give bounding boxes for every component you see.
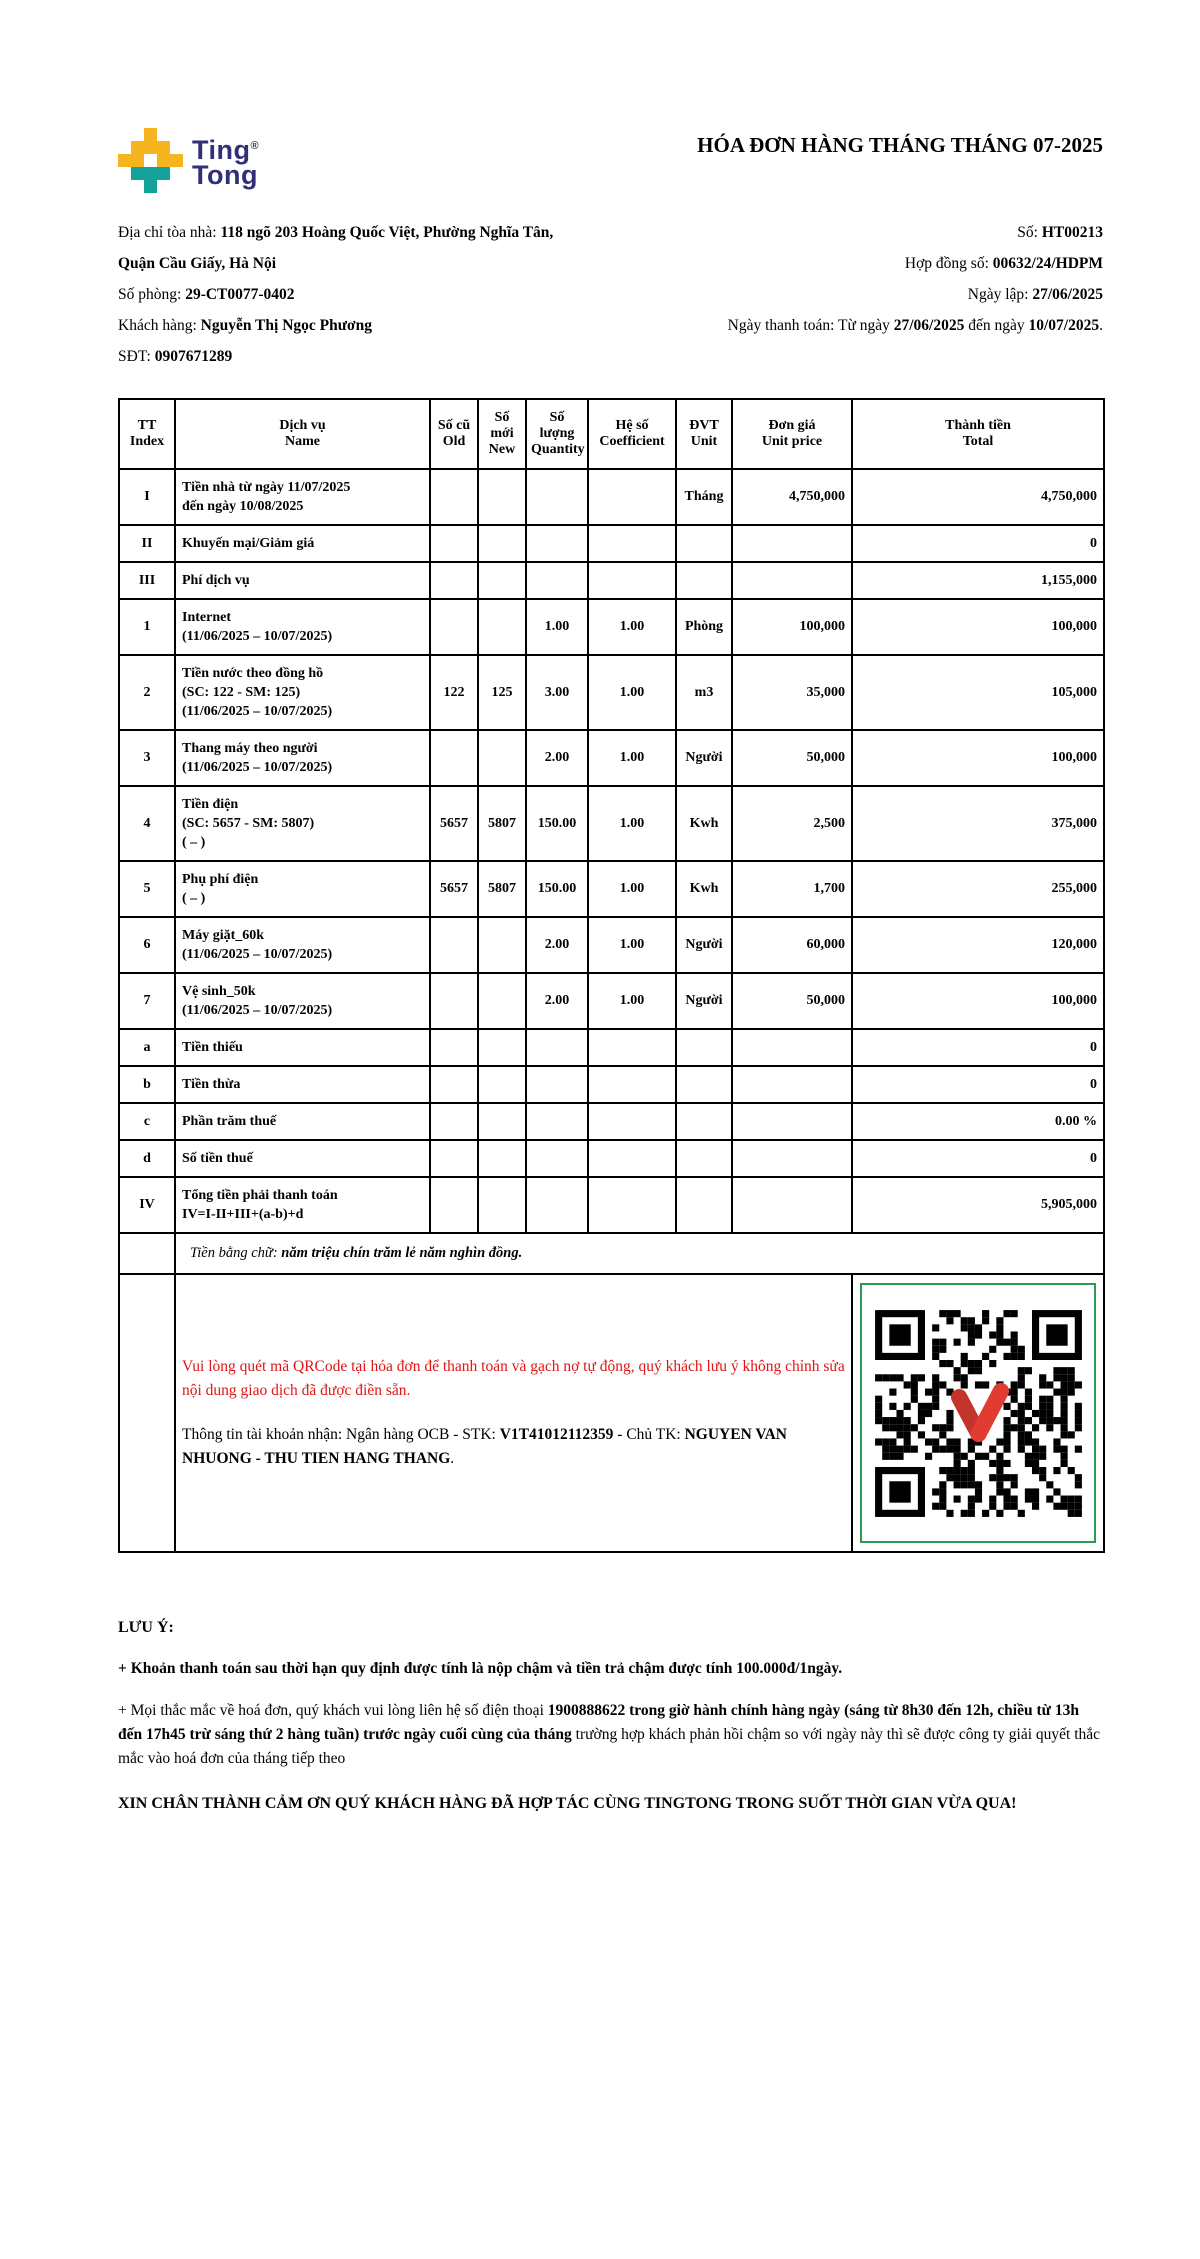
cell-name — [175, 730, 430, 786]
service-name-line: Số tiền thuế — [182, 1151, 253, 1166]
account-holder: NGUYEN VAN NHUONG - THU TIEN HANG THANG — [182, 1426, 787, 1467]
cell-old — [430, 562, 478, 599]
tingtong-logo-icon — [118, 128, 183, 193]
phone-line — [118, 341, 553, 372]
qr-row — [119, 1274, 1104, 1552]
cell-price — [732, 1029, 852, 1066]
contract-label: Hợp đồng số: — [904, 255, 993, 272]
cell-tt: c — [119, 1103, 175, 1140]
cell-tt: III — [119, 562, 175, 599]
cell-price: 50,000 — [732, 730, 852, 786]
cell-old — [430, 525, 478, 562]
cell-unit: Người — [676, 730, 732, 786]
logo-pixel — [131, 167, 144, 180]
cell-name — [175, 655, 430, 730]
service-name-line: IV=I-II+III+(a-b)+d — [182, 1207, 304, 1222]
qr-code — [860, 1283, 1096, 1543]
cell-price: 2,500 — [732, 786, 852, 861]
cell-total: 0 — [852, 525, 1104, 562]
cell-coef — [588, 525, 676, 562]
cell-new — [478, 1066, 526, 1103]
cell-old — [430, 1177, 478, 1233]
service-name-line: (SC: 5657 - SM: 5807) — [182, 816, 315, 831]
cell-new — [478, 599, 526, 655]
cell-tt: I — [119, 469, 175, 525]
table-row — [119, 599, 1104, 655]
column-header-en: Old — [442, 434, 466, 449]
cell-price — [732, 1177, 852, 1233]
service-name-line: Vệ sinh_50k — [182, 984, 256, 999]
invoice-table — [118, 398, 1105, 1553]
cell-qty: 150.00 — [526, 861, 588, 917]
table-row — [119, 1140, 1104, 1177]
tingtong-logo — [118, 128, 259, 193]
logo-pixel-empty — [131, 180, 144, 193]
service-name-line: đến ngày 10/08/2025 — [182, 499, 304, 514]
logo-pixel-empty — [144, 154, 157, 167]
cell-price: 1,700 — [732, 861, 852, 917]
logo-pixel-empty — [118, 167, 131, 180]
contract-value: 00632/24/HDPM — [992, 255, 1103, 272]
invoice-info-right — [728, 217, 1103, 372]
logo-pixel — [118, 154, 131, 167]
column-header-en: New — [488, 442, 516, 457]
logo-pixel-empty — [157, 180, 170, 193]
cell-price — [732, 1140, 852, 1177]
cell-unit: Người — [676, 973, 732, 1029]
address-value2: Quận Cầu Giấy, Hà Nội — [118, 255, 277, 272]
page-title: HÓA ĐƠN HÀNG THÁNG THÁNG 07-2025 — [697, 133, 1103, 157]
cell-qty — [526, 1140, 588, 1177]
cell-old — [430, 1140, 478, 1177]
cell-qty — [526, 562, 588, 599]
cell-price: 50,000 — [732, 973, 852, 1029]
phone-label: SĐT: — [118, 348, 155, 365]
cell-qty — [526, 1103, 588, 1140]
table-row — [119, 469, 1104, 525]
cell-name — [175, 861, 430, 917]
account-end: . — [450, 1450, 455, 1467]
column-header — [430, 399, 478, 469]
invoice-number-line — [728, 217, 1103, 248]
column-header — [732, 399, 852, 469]
column-header — [526, 399, 588, 469]
cell-tt: b — [119, 1066, 175, 1103]
logo-pixel — [144, 167, 157, 180]
cell-tt: IV — [119, 1177, 175, 1233]
logo-pixel-empty — [118, 141, 131, 154]
cell-name — [175, 917, 430, 973]
logo-pixel — [144, 180, 157, 193]
table-row — [119, 562, 1104, 599]
payment-to: 10/07/2025 — [1028, 317, 1100, 334]
payment-mid: đến ngày — [964, 317, 1029, 334]
logo-pixel — [144, 128, 157, 141]
cell-coef — [588, 1103, 676, 1140]
service-name-line: Internet — [182, 610, 231, 625]
service-name-line: (SC: 122 - SM: 125) — [182, 685, 301, 700]
cell-total: 4,750,000 — [852, 469, 1104, 525]
table-row — [119, 1066, 1104, 1103]
column-header-en: Name — [285, 434, 320, 449]
service-name-line: (11/06/2025 – 10/07/2025) — [182, 760, 333, 775]
cell-price — [732, 562, 852, 599]
cell-old: 122 — [430, 655, 478, 730]
cell-old — [430, 917, 478, 973]
logo-line2: Tong — [192, 160, 258, 190]
address-line1 — [118, 217, 553, 248]
invoice-number-value: HT00213 — [1041, 224, 1103, 241]
cell-tt: 4 — [119, 786, 175, 861]
table-row — [119, 1029, 1104, 1066]
hotline-note — [118, 1699, 1103, 1771]
invoice-table-head-row — [119, 399, 1104, 469]
cell-tt: 7 — [119, 973, 175, 1029]
qr-red-note: Vui lòng quét mã QRCode tại hóa đơn để thanh toán và gạch nợ tự động, quý khách lưu ý không chỉnh sửa nội dung giao dịch đã được điền sẵn. — [182, 1358, 845, 1399]
issue-date-line — [728, 279, 1103, 310]
cell-coef: 1.00 — [588, 599, 676, 655]
cell-qty — [526, 469, 588, 525]
customer-line — [118, 310, 553, 341]
cell-price: 100,000 — [732, 599, 852, 655]
logo-line1: Ting® — [192, 135, 260, 165]
service-name-line: Tiền điện — [182, 797, 239, 812]
service-name-line: Máy giặt_60k — [182, 928, 265, 943]
logo-pixel — [157, 154, 170, 167]
cell-tt: II — [119, 525, 175, 562]
cell-coef — [588, 1140, 676, 1177]
cell-name — [175, 469, 430, 525]
phone-value: 0907671289 — [154, 348, 233, 365]
cell-new — [478, 1103, 526, 1140]
column-header-en: Coefficient — [599, 434, 665, 449]
cell-name — [175, 1177, 430, 1233]
cell-new: 5807 — [478, 861, 526, 917]
cell-tt: 2 — [119, 655, 175, 730]
service-name-line: ( – ) — [182, 891, 206, 906]
account-number: V1T41012112359 — [499, 1426, 614, 1443]
amount-in-words-value: năm triệu chín trăm lẻ năm nghìn đồng. — [281, 1245, 523, 1261]
cell-coef — [588, 562, 676, 599]
cell-tt: 6 — [119, 917, 175, 973]
cell-new — [478, 562, 526, 599]
hotline-note-suffix: trường hợp khách phản hồi chậm so với ngày này thì sẽ được công ty giải quyết thắc mắc vào hoá đơn của tháng tiếp theo — [118, 1726, 1101, 1767]
late-payment-note: + Khoản thanh toán sau thời hạn quy định được tính là nộp chậm và tiền trả chậm được tính 100.000đ/1ngày. — [118, 1660, 843, 1677]
address-value1: 118 ngõ 203 Hoàng Quốc Việt, Phường Nghĩa Tân, — [220, 224, 554, 241]
cell-unit — [676, 1103, 732, 1140]
cell-unit — [676, 562, 732, 599]
cell-price — [732, 525, 852, 562]
thank-you-message: XIN CHÂN THÀNH CẢM ƠN QUÝ KHÁCH HÀNG ĐÃ HỢP TÁC CÙNG TINGTONG TRONG SUỐT THỜI GIAN VỪA QUA! — [118, 1795, 1017, 1812]
column-header — [588, 399, 676, 469]
cell-unit — [676, 1177, 732, 1233]
cell-coef: 1.00 — [588, 861, 676, 917]
cell-tt: 3 — [119, 730, 175, 786]
column-header-en: Index — [129, 434, 165, 449]
logo-pixel — [157, 167, 170, 180]
column-header-vi: Dịch vụ — [279, 418, 326, 433]
address-label: Địa chỉ tòa nhà: — [118, 224, 221, 241]
invoice-info — [118, 217, 1103, 372]
cell-qty: 2.00 — [526, 973, 588, 1029]
empty-cell — [119, 1274, 175, 1552]
cell-new — [478, 525, 526, 562]
service-name-line: (11/06/2025 – 10/07/2025) — [182, 704, 333, 719]
qr-instructions-cell — [175, 1274, 852, 1552]
cell-old — [430, 1103, 478, 1140]
cell-new — [478, 973, 526, 1029]
cell-unit — [676, 1140, 732, 1177]
table-row — [119, 1103, 1104, 1140]
column-header-vi: Hệ số — [615, 418, 649, 433]
empty-cell — [119, 1233, 175, 1274]
cell-qty — [526, 525, 588, 562]
cell-total: 5,905,000 — [852, 1177, 1104, 1233]
cell-unit: Kwh — [676, 861, 732, 917]
cell-new — [478, 469, 526, 525]
cell-old — [430, 599, 478, 655]
service-name-line: Tổng tiền phải thanh toán — [182, 1188, 338, 1203]
invoice-number-label: Số: — [1017, 224, 1042, 241]
cell-coef — [588, 1066, 676, 1103]
cell-qty: 2.00 — [526, 917, 588, 973]
cell-unit: m3 — [676, 655, 732, 730]
cell-coef — [588, 1177, 676, 1233]
cell-new — [478, 1177, 526, 1233]
logo-pixel — [157, 141, 170, 154]
cell-new — [478, 1029, 526, 1066]
cell-new — [478, 730, 526, 786]
column-header-vi: Đơn giá — [768, 418, 816, 433]
cell-total: 0 — [852, 1140, 1104, 1177]
table-row — [119, 973, 1104, 1029]
cell-old: 5657 — [430, 786, 478, 861]
cell-total: 100,000 — [852, 973, 1104, 1029]
cell-new: 5807 — [478, 786, 526, 861]
column-header-vi: Thành tiền — [945, 418, 1011, 433]
logo-pixel-empty — [170, 180, 183, 193]
payment-date-line — [728, 310, 1103, 341]
tingtong-logo-text — [192, 134, 259, 188]
cell-coef: 1.00 — [588, 917, 676, 973]
service-name-line: Tiền thừa — [182, 1077, 241, 1092]
cell-old — [430, 469, 478, 525]
cell-name — [175, 1103, 430, 1140]
registered-mark: ® — [250, 140, 260, 152]
cell-coef: 1.00 — [588, 730, 676, 786]
cell-old — [430, 730, 478, 786]
table-row — [119, 861, 1104, 917]
cell-price: 60,000 — [732, 917, 852, 973]
table-row — [119, 730, 1104, 786]
cell-price — [732, 1103, 852, 1140]
table-row — [119, 786, 1104, 861]
table-row — [119, 525, 1104, 562]
room-line — [118, 279, 553, 310]
cell-qty — [526, 1029, 588, 1066]
cell-unit — [676, 525, 732, 562]
service-name-line: Phụ phí điện — [182, 872, 259, 887]
hotline-note-prefix: + Mọi thắc mắc về hoá đơn, quý khách vui lòng liên hệ số điện thoại — [118, 1702, 548, 1719]
service-name-line: Tiền nhà từ ngày 11/07/2025 — [182, 480, 351, 495]
logo-pixel-empty — [131, 128, 144, 141]
cell-unit — [676, 1029, 732, 1066]
cell-coef: 1.00 — [588, 655, 676, 730]
cell-old — [430, 1066, 478, 1103]
cell-old — [430, 973, 478, 1029]
service-name-line: Khuyến mại/Giảm giá — [182, 536, 315, 551]
column-header-en: Total — [962, 434, 994, 449]
cell-coef — [588, 1029, 676, 1066]
cell-name — [175, 1066, 430, 1103]
table-row — [119, 1177, 1104, 1233]
cell-tt: d — [119, 1140, 175, 1177]
cell-name — [175, 562, 430, 599]
amount-in-words-cell — [175, 1233, 1104, 1274]
cell-name — [175, 1140, 430, 1177]
service-name-line: Phần trăm thuế — [182, 1114, 277, 1129]
cell-old: 5657 — [430, 861, 478, 917]
cell-total: 105,000 — [852, 655, 1104, 730]
cell-tt: 5 — [119, 861, 175, 917]
cell-tt: 1 — [119, 599, 175, 655]
account-mid: - Chủ TK: — [613, 1426, 685, 1443]
service-name-line: Tiền nước theo đồng hồ — [182, 666, 324, 681]
notes-title: LƯU Ý: — [118, 1619, 174, 1636]
cell-total: 375,000 — [852, 786, 1104, 861]
issue-date-label: Ngày lập: — [967, 286, 1033, 303]
column-header — [119, 399, 175, 469]
cell-unit — [676, 1066, 732, 1103]
logo-pixel-empty — [170, 167, 183, 180]
column-header-vi: TT — [137, 418, 157, 433]
service-name-line: (11/06/2025 – 10/07/2025) — [182, 629, 333, 644]
cell-qty: 1.00 — [526, 599, 588, 655]
account-info — [182, 1423, 845, 1471]
service-name-line: Thang máy theo người — [182, 741, 318, 756]
cell-total: 120,000 — [852, 917, 1104, 973]
amount-in-words-label: Tiền bằng chữ: — [190, 1245, 282, 1261]
cell-new — [478, 917, 526, 973]
column-header — [676, 399, 732, 469]
header — [118, 128, 1103, 193]
column-header — [852, 399, 1104, 469]
payment-end: . — [1099, 317, 1103, 334]
column-header-vi: Số cũ — [437, 418, 471, 433]
cell-new — [478, 1140, 526, 1177]
logo-pixel-empty — [118, 128, 131, 141]
cell-qty — [526, 1177, 588, 1233]
column-header-vi: Số mới — [490, 410, 514, 441]
logo-pixel — [131, 141, 144, 154]
invoice-info-left — [118, 217, 553, 372]
column-header-en: Unit price — [761, 434, 823, 449]
logo-pixel-empty — [170, 141, 183, 154]
customer-label: Khách hàng: — [118, 317, 201, 334]
column-header-en: Unit — [690, 434, 718, 449]
table-row — [119, 917, 1104, 973]
room-label: Số phòng: — [118, 286, 186, 303]
cell-qty: 150.00 — [526, 786, 588, 861]
cell-tt: a — [119, 1029, 175, 1066]
logo-pixel — [131, 154, 144, 167]
hotline-deadline: trước ngày cuối cùng của tháng — [363, 1726, 572, 1743]
service-name-line: (11/06/2025 – 10/07/2025) — [182, 947, 333, 962]
cell-coef — [588, 469, 676, 525]
service-name-line: ( – ) — [182, 835, 206, 850]
cell-total: 0 — [852, 1066, 1104, 1103]
cell-price — [732, 1066, 852, 1103]
service-name-line: Tiền thiếu — [182, 1040, 243, 1055]
logo-pixel — [170, 154, 183, 167]
cell-qty — [526, 1066, 588, 1103]
contract-line — [728, 248, 1103, 279]
address-line2 — [118, 248, 553, 279]
payment-label: Ngày thanh toán: Từ ngày — [727, 317, 894, 334]
cell-total: 0 — [852, 1029, 1104, 1066]
cell-total: 100,000 — [852, 599, 1104, 655]
logo-pixel-empty — [157, 128, 170, 141]
issue-date-value: 27/06/2025 — [1032, 286, 1103, 303]
column-header — [175, 399, 430, 469]
cell-name — [175, 786, 430, 861]
service-name-line: Phí dịch vụ — [182, 573, 250, 588]
payment-from: 27/06/2025 — [893, 317, 965, 334]
cell-price: 4,750,000 — [732, 469, 852, 525]
cell-coef: 1.00 — [588, 973, 676, 1029]
cell-total: 100,000 — [852, 730, 1104, 786]
qr-cell — [852, 1274, 1104, 1552]
customer-value: Nguyễn Thị Ngọc Phương — [200, 317, 372, 334]
footer-notes — [118, 1619, 1103, 1817]
column-header-en: Quantity — [531, 442, 585, 457]
column-header-vi: ĐVT — [689, 418, 719, 433]
cell-total: 0.00 % — [852, 1103, 1104, 1140]
cell-total: 1,155,000 — [852, 562, 1104, 599]
cell-name — [175, 1029, 430, 1066]
cell-old — [430, 1029, 478, 1066]
hotline-number-hours: 1900888622 trong giờ hành chính hàng ngày (sáng từ 8h30 đến 12h, chiều từ 13h đến 17h45 trừ sáng thứ 2 hàng tuần) — [118, 1702, 1079, 1743]
column-header-vi: Số lượng — [539, 410, 575, 441]
room-value: 29-CT0077-0402 — [185, 286, 295, 303]
table-row — [119, 655, 1104, 730]
account-prefix: Thông tin tài khoản nhận: Ngân hàng OCB - STK: — [182, 1426, 500, 1443]
cell-qty: 3.00 — [526, 655, 588, 730]
amount-in-words-row — [119, 1233, 1104, 1274]
cell-name — [175, 973, 430, 1029]
logo-pixel — [144, 141, 157, 154]
cell-total: 255,000 — [852, 861, 1104, 917]
cell-new: 125 — [478, 655, 526, 730]
cell-name — [175, 599, 430, 655]
cell-price: 35,000 — [732, 655, 852, 730]
cell-coef: 1.00 — [588, 786, 676, 861]
column-header — [478, 399, 526, 469]
cell-unit: Phòng — [676, 599, 732, 655]
cell-name — [175, 525, 430, 562]
logo-pixel-empty — [170, 128, 183, 141]
cell-unit: Tháng — [676, 469, 732, 525]
cell-unit: Người — [676, 917, 732, 973]
logo-pixel-empty — [118, 180, 131, 193]
cell-unit: Kwh — [676, 786, 732, 861]
cell-qty: 2.00 — [526, 730, 588, 786]
service-name-line: (11/06/2025 – 10/07/2025) — [182, 1003, 333, 1018]
